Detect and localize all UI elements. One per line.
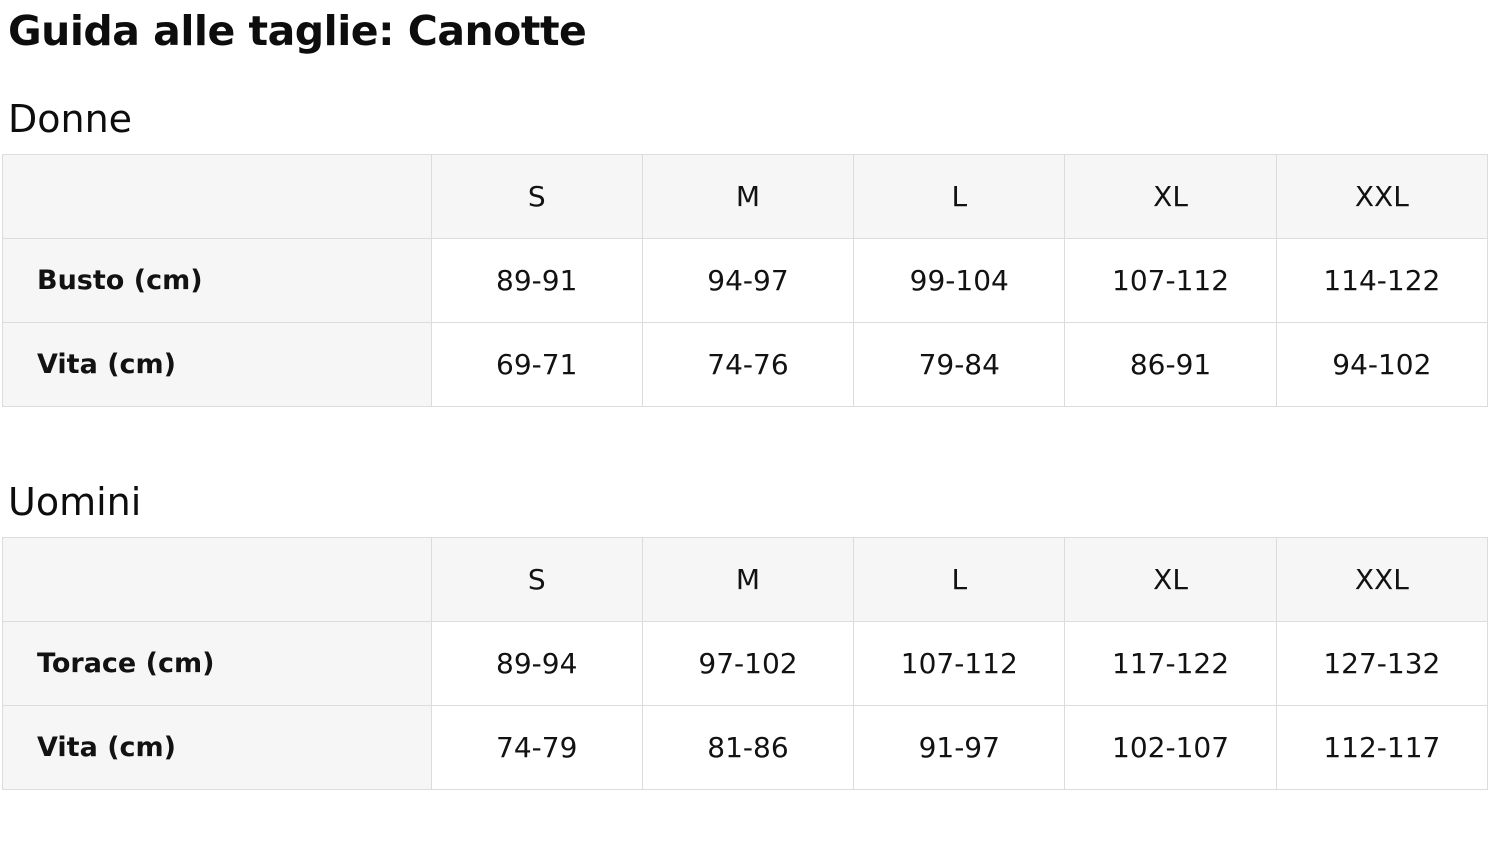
- row-label-bust: Busto (cm): [3, 239, 432, 323]
- section-heading-men: Uomini: [8, 480, 142, 524]
- column-header-xl: XL: [1065, 538, 1276, 622]
- column-header-xxl: XXL: [1276, 155, 1487, 239]
- table-row: [3, 706, 1488, 790]
- column-header-l: L: [854, 538, 1065, 622]
- table-row: [3, 323, 1488, 407]
- cell-chest-xl: 117-122: [1065, 622, 1276, 706]
- section-divider-space: [0, 407, 1500, 441]
- column-header-xl: XL: [1065, 155, 1276, 239]
- column-header-m: M: [642, 155, 853, 239]
- column-header-s: S: [431, 155, 642, 239]
- section-heading-women: Donne: [8, 97, 133, 141]
- size-table-women: [2, 154, 1488, 407]
- table-corner-cell: [3, 155, 432, 239]
- cell-chest-l: 107-112: [854, 622, 1065, 706]
- table-header-men: [3, 538, 1488, 622]
- cell-bust-xl: 107-112: [1065, 239, 1276, 323]
- cell-waist-xl: 102-107: [1065, 706, 1276, 790]
- column-header-m: M: [642, 538, 853, 622]
- cell-bust-xxl: 114-122: [1276, 239, 1487, 323]
- row-label-chest: Torace (cm): [3, 622, 432, 706]
- column-header-s: S: [431, 538, 642, 622]
- row-label-waist: Vita (cm): [3, 706, 432, 790]
- cell-waist-m: 74-76: [642, 323, 853, 407]
- section-women: [0, 58, 1500, 407]
- cell-chest-xxl: 127-132: [1276, 622, 1487, 706]
- table-body-women: [3, 239, 1488, 407]
- cell-bust-s: 89-91: [431, 239, 642, 323]
- cell-waist-s: 69-71: [431, 323, 642, 407]
- table-row: [3, 239, 1488, 323]
- cell-waist-xl: 86-91: [1065, 323, 1276, 407]
- cell-bust-m: 94-97: [642, 239, 853, 323]
- cell-waist-m: 81-86: [642, 706, 853, 790]
- table-header-women: [3, 155, 1488, 239]
- table-row: [3, 622, 1488, 706]
- cell-waist-l: 79-84: [854, 323, 1065, 407]
- cell-waist-s: 74-79: [431, 706, 642, 790]
- table-header-row: [3, 538, 1488, 622]
- cell-chest-m: 97-102: [642, 622, 853, 706]
- cell-waist-l: 91-97: [854, 706, 1065, 790]
- size-table-men: [2, 537, 1488, 790]
- table-corner-cell: [3, 538, 432, 622]
- page-title: Guida alle taglie: Canotte: [8, 7, 587, 55]
- cell-waist-xxl: 112-117: [1276, 706, 1487, 790]
- cell-chest-s: 89-94: [431, 622, 642, 706]
- section-men: [0, 441, 1500, 790]
- column-header-l: L: [854, 155, 1065, 239]
- table-body-men: [3, 622, 1488, 790]
- table-header-row: [3, 155, 1488, 239]
- row-label-waist: Vita (cm): [3, 323, 432, 407]
- cell-bust-l: 99-104: [854, 239, 1065, 323]
- cell-waist-xxl: 94-102: [1276, 323, 1487, 407]
- column-header-xxl: XXL: [1276, 538, 1487, 622]
